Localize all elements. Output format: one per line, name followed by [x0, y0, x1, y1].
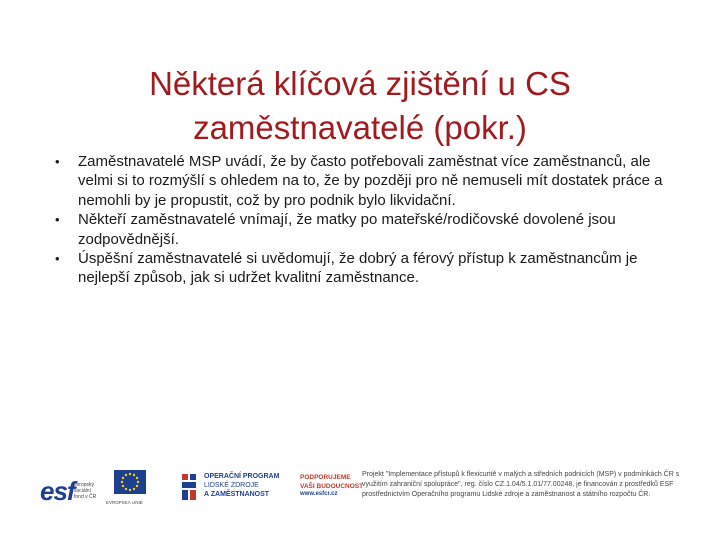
eu-logo-caption: EVROPSKÁ UNIE	[106, 500, 143, 505]
bullet-text: Někteří zaměstnavatelé vnímají, že matky po mateřské/rodičovské dovolené jsou zodpovědnější.	[78, 211, 616, 248]
bullet-item	[54, 152, 664, 210]
bullet-glyph: •	[55, 251, 60, 267]
op-logo-line-2: LIDSKÉ ZDROJE	[204, 482, 259, 489]
op-logo	[180, 470, 290, 510]
bullet-text: Úspěšní zaměstnavatelé si uvědomují, že dobrý a férový přístup k zaměstnancům je nejlepší způsob, jak si udržet kvalitní zaměstnance.	[78, 250, 638, 287]
support-logo-line-1: PODPORUJEME	[300, 474, 351, 481]
support-logo-line-2: VAŠI BUDOUCNOST	[300, 482, 364, 490]
eu-flag-icon	[114, 470, 146, 494]
bullet-glyph: •	[55, 154, 60, 169]
bullet-list	[54, 152, 664, 288]
bullet-text: Zaměstnavatelé MSP uvádí, že by často potřebovali zaměstnat více zaměstnanců, ale velmi si to rozmýšlí s ohledem na to, že by později pro ně nemuseli mít dostatek práce a nemohli by je propustit, což by pro podnik bylo likvidační.	[78, 153, 663, 209]
slide-title-line-2: zaměstnavatelé (pokr.)	[193, 109, 527, 146]
esf-logo	[38, 468, 100, 510]
eu-logo	[106, 470, 170, 510]
op-logo-text	[204, 472, 279, 499]
esf-logo-caption: evropský sociální fond v ČR	[74, 482, 97, 500]
op-logo-line-3: A ZAMĚSTNANOST	[204, 491, 270, 498]
bullet-glyph: •	[55, 212, 60, 228]
project-footnote: Projekt "Implementace přístupů k flexicuritě v malých a středních podnicích (MSP) v podmínkách ČR s využitím zahraniční spolupráce", reg. číslo CZ.1.04/5.1.01/77.00248, je financován z prostředků ESF prostřednictvím Operačního programu Lidské zdroje a zaměstnanost a státního rozpočtu ČR.	[362, 471, 680, 498]
bullet-item	[54, 249, 664, 288]
support-logo-url: www.esfcr.cz	[300, 491, 338, 497]
bullet-item	[54, 210, 664, 249]
funding-logos	[38, 468, 364, 510]
op-logo-line-1: OPERAČNÍ PROGRAM	[204, 473, 280, 480]
slide-title	[60, 62, 660, 150]
slide-title-line-1: Některá klíčová zjištění u CS	[149, 65, 571, 102]
esf-logo-text: esf	[40, 476, 75, 506]
op-figure-icon	[180, 472, 198, 502]
